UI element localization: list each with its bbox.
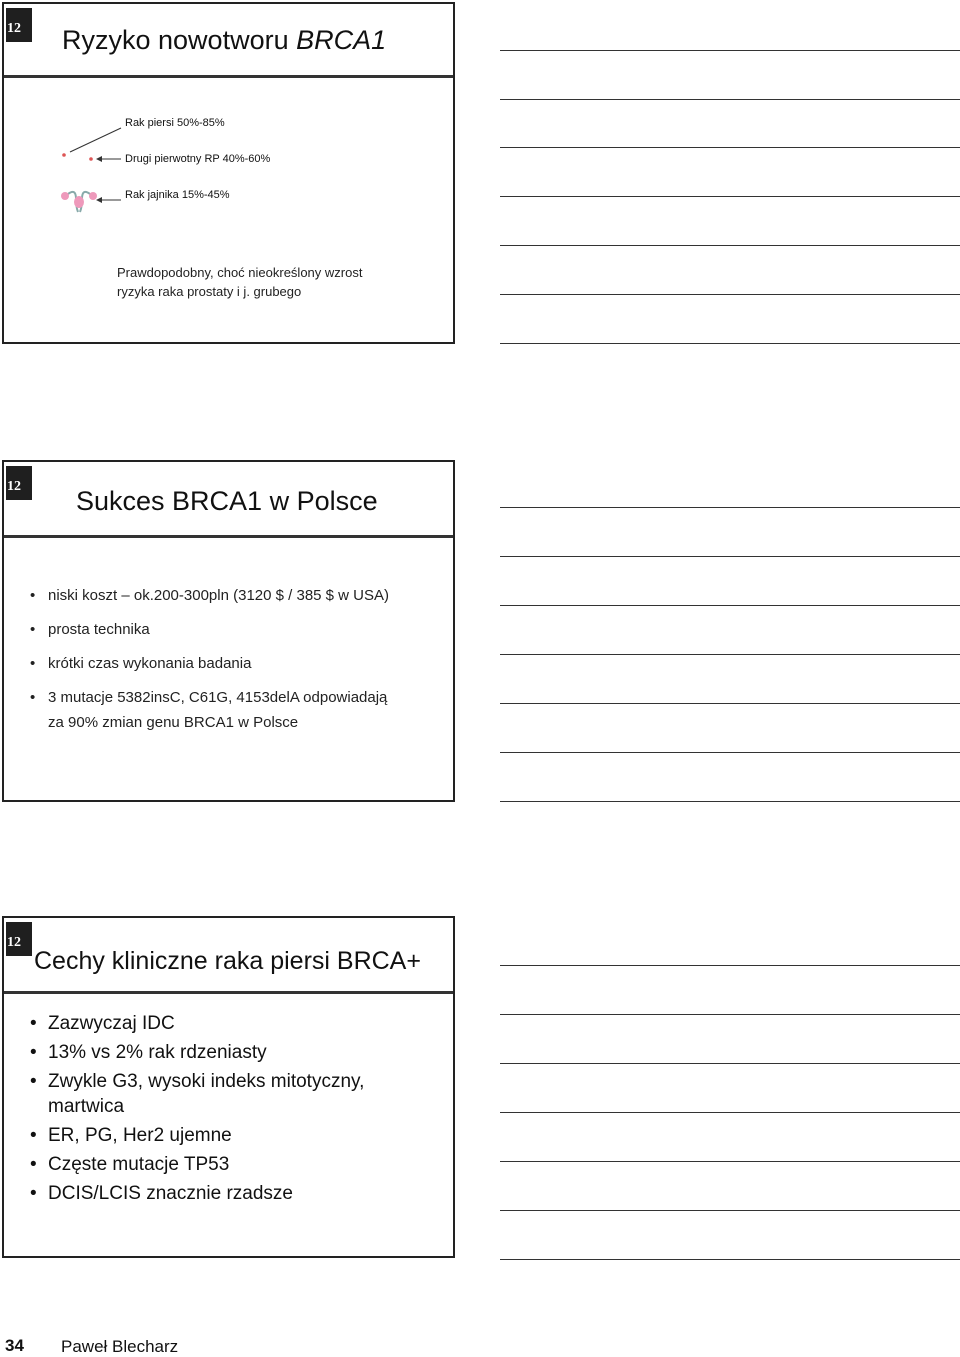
list-item-text: ER, PG, Her2 ujemne [48,1125,232,1146]
bullet-list [28,586,389,747]
note-line-rule [500,507,960,508]
note-line-rule [500,752,960,753]
risk-breast: Rak piersi 50%-85% [125,117,225,129]
list-item-text: DCIS/LCIS znacznie rzadsze [48,1183,293,1204]
bullet-icon: • [30,655,36,672]
note-line-rule [500,196,960,197]
note-line-rule [500,1259,960,1260]
note-line: Prawdopodobny, choć nieokreślony wzrost [117,265,363,280]
note-line-rule [500,99,960,100]
slide-badge [6,922,32,956]
list-item [28,1153,364,1176]
breast-mark-icon [89,157,93,161]
note-line-rule [500,245,960,246]
note-line-rule [500,50,960,51]
bullet-icon: • [30,1154,37,1175]
title-gene: BRCA1 [296,25,387,55]
bullet-icon: • [30,587,36,604]
slide-brca1-poland [2,460,455,802]
list-item [28,654,389,673]
note-line-rule [500,801,960,802]
list-item [28,620,389,639]
arrow-head [96,156,102,162]
list-item [28,586,389,605]
bullet-icon: • [30,1125,37,1146]
arrow-line [70,128,121,152]
note-line-rule [500,294,960,295]
badge-number: 12 [7,21,21,36]
list-item [28,1041,364,1064]
list-item-text: 3 mutacje 5382insC, C61G, 4153delA odpowiadają [48,689,388,706]
author-name: Paweł Blecharz [61,1337,179,1356]
note-line-rule [500,556,960,557]
slide-header [4,462,453,538]
slide-title: Sukces BRCA1 w Polsce [76,486,378,516]
note-line-rule [500,703,960,704]
arrow-head [96,197,102,203]
note-line-rule [500,605,960,606]
list-item [28,688,389,707]
list-item-continuation [28,713,389,732]
note-line: ryzyka raka prostaty i j. grubego [117,284,302,299]
note-line-rule [500,147,960,148]
page-number: 34 [5,1336,24,1355]
list-item [28,1182,364,1205]
slide-brca-clinical [2,916,455,1258]
slide-title: Cechy kliniczne raka piersi BRCA+ [34,947,421,975]
note-line-rule [500,343,960,344]
risk-ovary: Rak jajnika 15%-45% [125,189,230,201]
bullet-icon: • [30,1013,37,1034]
slide-header [4,918,453,994]
list-item-continuation [28,1095,364,1118]
list-item-text: martwica [48,1096,125,1117]
note-line-rule [500,1161,960,1162]
list-item-text: Zazwyczaj IDC [48,1013,175,1034]
risk-second-primary: Drugi pierwotny RP 40%-60% [125,153,271,165]
prostate-colon-note [117,263,437,301]
list-item-text: Częste mutacje TP53 [48,1154,230,1175]
bullet-icon: • [30,1183,37,1204]
list-item-text: Zwykle G3, wysoki indeks mitotyczny, [48,1071,365,1092]
list-item-text: prosta technika [48,621,150,638]
slide-badge [6,466,32,500]
list-item [28,1124,364,1147]
bullet-icon: • [30,1071,37,1092]
note-line-rule [500,1210,960,1211]
ovary-icon [61,192,97,212]
note-line-rule [500,1063,960,1064]
bullet-icon: • [30,689,36,706]
badge-number: 12 [7,935,21,950]
list-item-text: krótki czas wykonania badania [48,655,252,672]
title-text: Ryzyko nowotworu [62,25,297,55]
note-line-rule [500,654,960,655]
list-item-text: za 90% zmian genu BRCA1 w Polsce [48,714,299,731]
bullet-list [28,1012,364,1211]
slide-brca1-risk [2,2,455,344]
bullet-icon: • [30,621,36,638]
list-item-text: niski koszt – ok.200-300pln (3120 $ / 385 $ w USA) [48,587,390,604]
breast-mark-icon [62,153,66,157]
list-item [28,1070,364,1093]
note-line-rule [500,1014,960,1015]
note-line-rule [500,1112,960,1113]
list-item-text: 13% vs 2% rak rdzeniasty [48,1042,267,1063]
note-line-rule [500,965,960,966]
list-item [28,1012,364,1035]
badge-number: 12 [7,479,21,494]
bullet-icon: • [30,1042,37,1063]
